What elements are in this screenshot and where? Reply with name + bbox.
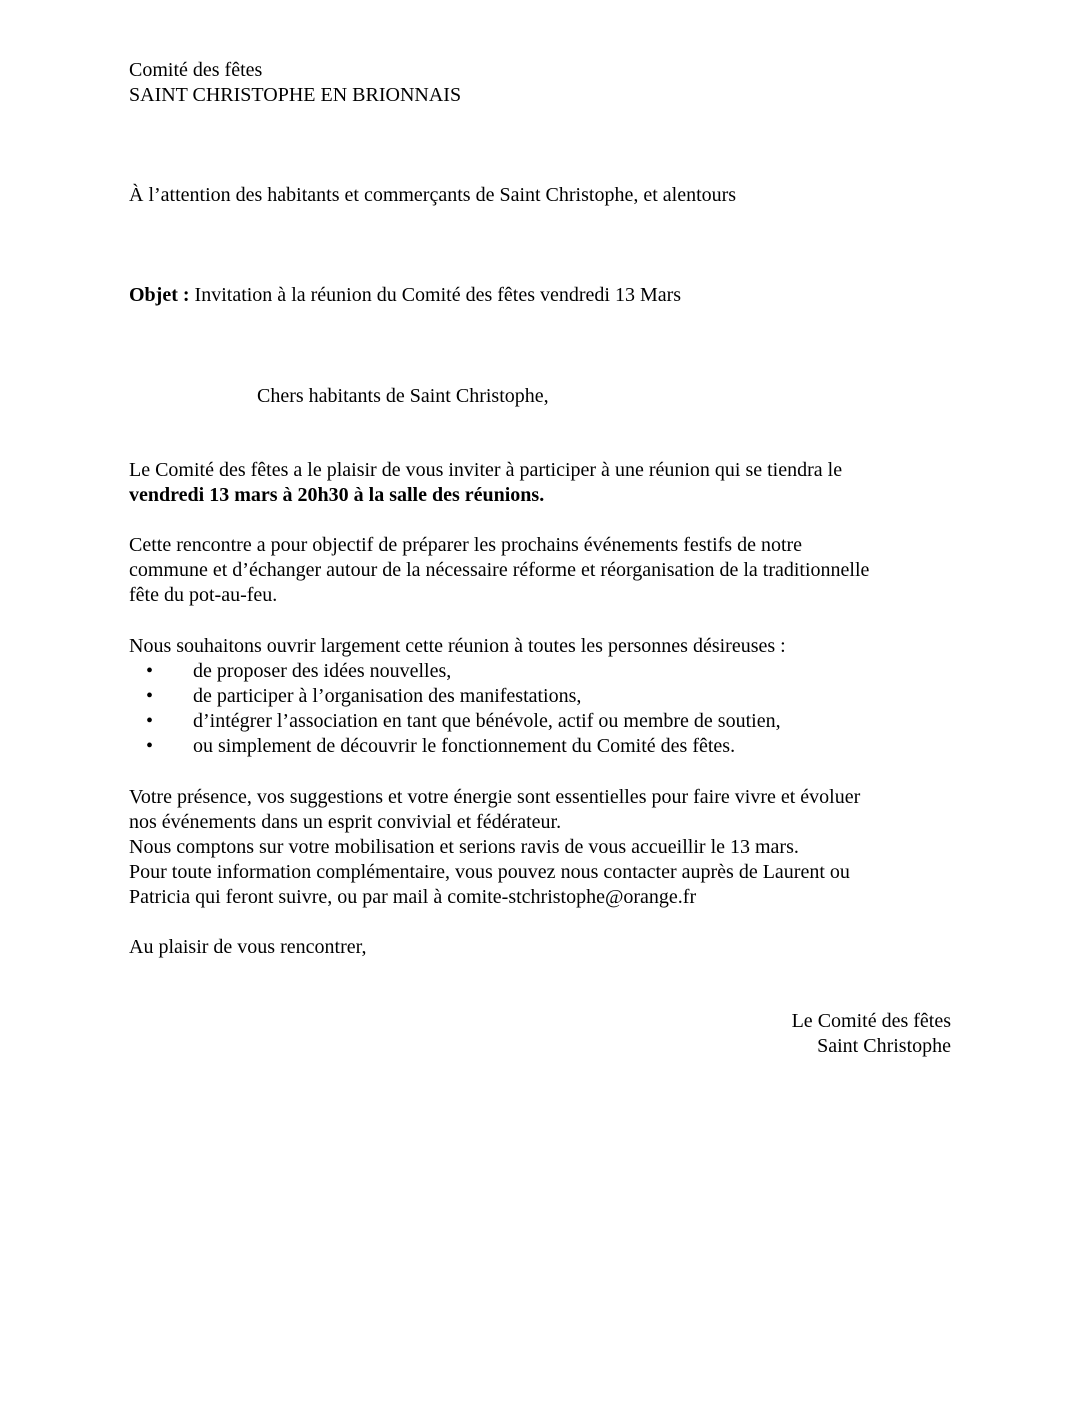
list-item-text: ou simplement de découvrir le fonctionnement du Comité des fêtes. (193, 735, 736, 757)
list-item (129, 734, 959, 759)
sender-name: Comité des fêtes (129, 59, 263, 81)
salutation (257, 384, 1079, 409)
sender-town: SAINT CHRISTOPHE EN BRIONNAIS (129, 84, 462, 106)
paragraph-invitation (129, 458, 959, 508)
signature-block (792, 1009, 951, 1059)
paragraph-line: commune et d’échanger autour de la nécessaire réforme et réorganisation de la traditionnelle (129, 559, 870, 581)
recipient-line (129, 183, 959, 208)
signature-line: Le Comité des fêtes (791, 1010, 951, 1032)
signature-line: Saint Christophe (817, 1035, 951, 1057)
paragraph-audience (129, 634, 959, 759)
closing-text: Au plaisir de vous rencontrer, (129, 936, 367, 958)
paragraph-objective (129, 533, 959, 608)
meeting-details: vendredi 13 mars à 20h30 à la salle des réunions. (129, 484, 545, 506)
list-item (129, 709, 959, 734)
paragraph-line: nos événements dans un esprit convivial et fédérateur. (129, 811, 562, 833)
recipient-text: À l’attention des habitants et commerçants de Saint Christophe, et alentours (129, 184, 737, 206)
paragraph-line: Votre présence, vos suggestions et votre énergie sont essentielles pour faire vivre et évoluer (129, 786, 861, 808)
bullet-icon: • (146, 660, 154, 682)
bullet-icon: • (146, 710, 154, 732)
bullet-icon: • (146, 735, 154, 757)
paragraph-line: Cette rencontre a pour objectif de préparer les prochains événements festifs de notre (129, 534, 803, 556)
contact-email-line: Patricia qui feront suivre, ou par mail à comite-stchristophe@orange.fr (129, 886, 697, 908)
bullet-list (129, 659, 959, 759)
list-item (129, 659, 959, 684)
salutation-text: Chers habitants de Saint Christophe, (257, 385, 549, 407)
paragraph-line: Pour toute information complémentaire, vous pouvez nous contacter auprès de Laurent ou (129, 861, 850, 883)
bullet-icon: • (146, 685, 154, 707)
paragraph-line: Nous comptons sur votre mobilisation et serions ravis de vous accueillir le 13 mars. (129, 836, 799, 858)
subject-line (129, 283, 959, 308)
paragraph-contact (129, 785, 959, 910)
paragraph-line: Nous souhaitons ouvrir largement cette réunion à toutes les personnes désireuses : (129, 635, 786, 657)
list-item (129, 684, 959, 709)
list-item-text: de proposer des idées nouvelles, (193, 660, 452, 682)
paragraph-line: Le Comité des fêtes a le plaisir de vous inviter à participer à une réunion qui se tiendra le (129, 459, 843, 481)
list-item-text: d’intégrer l’association en tant que bénévole, actif ou membre de soutien, (193, 710, 781, 732)
list-item-text: de participer à l’organisation des manifestations, (193, 685, 582, 707)
subject-text: Invitation à la réunion du Comité des fêtes vendredi 13 Mars (189, 284, 682, 306)
subject-label: Objet : (129, 284, 190, 306)
closing (129, 935, 959, 960)
sender-block (129, 58, 959, 108)
paragraph-line: fête du pot-au-feu. (129, 584, 278, 606)
